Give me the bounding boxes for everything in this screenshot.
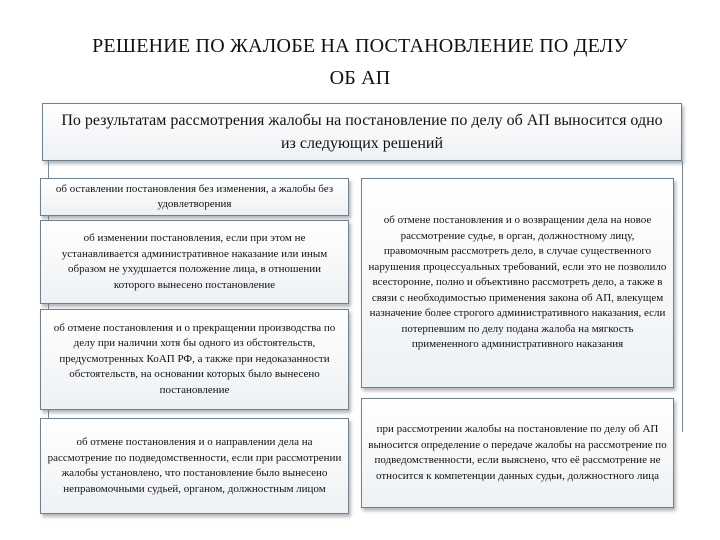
decision-box-left-4 [40,418,349,514]
header-box [42,103,682,161]
decision-text-left-2: об изменении постановления, если при этом не устанавливается административное наказание или иным образом не ухудшается положение лица, в отношении которого вынесено постановление [61,232,328,291]
decision-text-left-4: об отмене постановления и о направлении дела на рассмотрение по подведомственности, если при рассмотрении жалобы установлено, что постановление было вынесено неправомочными судьей, органом, должностным лицом [47,436,342,495]
decision-text-left-3: об отмене постановления и о прекращении производства по делу при наличии хотя бы одного из обстоятельств, предусмотренных КоАП РФ, а также при недоказанности обстоятельств, на основании которых было вынесено постановление [53,321,336,396]
right-connector-line [682,161,683,432]
decision-box-right-1 [361,178,674,388]
title-line-1: РЕШЕНИЕ ПО ЖАЛОБЕ НА ПОСТАНОВЛЕНИЕ ПО ДЕЛУ [92,35,628,57]
decision-box-left-1 [40,178,349,216]
title-line-2: ОБ АП [329,67,391,89]
decision-text-right-2: при рассмотрении жалобы на постановление по делу об АП выносится определение о передаче жалобы на рассмотрение по подведомственности, если выяснено, что её рассмотрение не относится к компетенции данных судьи, должностного лица [368,423,667,482]
header-text: По результатам рассмотрения жалобы на постановление по делу об АП выносится одно из следующих решений [61,112,663,152]
decision-box-left-2 [40,220,349,304]
decision-text-right-1: об отмене постановления и о возвращении дела на новое рассмотрение судье, в орган, должностному лицу, правомочным рассмотреть дело, в случае существенного нарушения процессуальных требований, если это не позволило всесторонне, полно и объективно рассмотреть дело, а также в связи с необходимостью применения закона об АП, влекущем назначение более строгого административного наказания, если потерпевшим по делу подана жалоба на мягкость примененного административного наказания [368,214,667,351]
decision-box-left-3 [40,309,349,410]
page-title [20,30,700,94]
decision-text-left-1: об оставлении постановления без изменения, а жалобы без удовлетворения [55,182,334,210]
decision-box-right-2 [361,398,674,508]
